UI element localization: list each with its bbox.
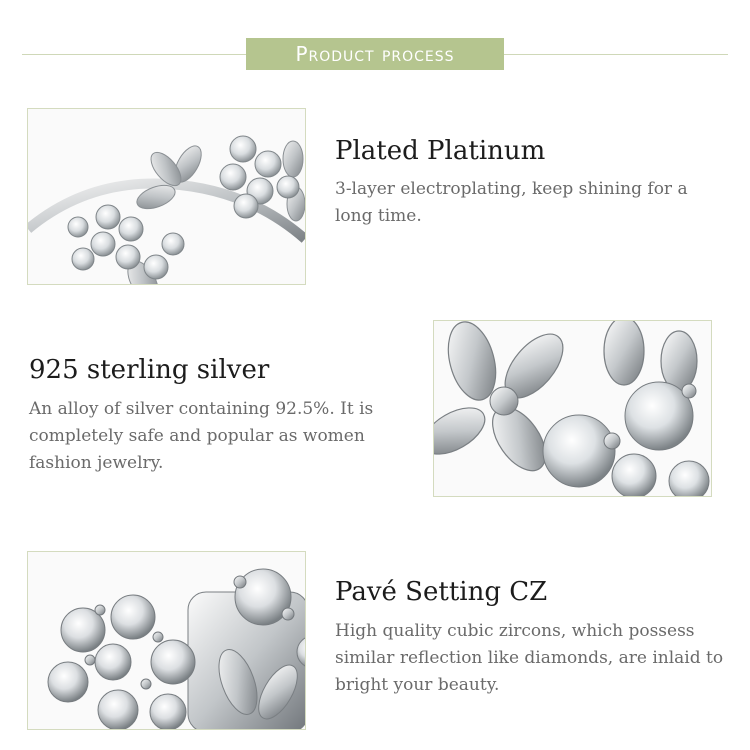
feature-title: 925 sterling silver	[29, 355, 270, 385]
feature-title: Plated Platinum	[335, 136, 546, 166]
feature-title: Pavé Setting CZ	[335, 577, 548, 607]
feature-description: High quality cubic zircons, which possess similar reflection like diamonds, are inlaid to bright your beauty.	[335, 621, 724, 695]
feature-description: 3-layer electroplating, keep shining for a long time.	[335, 179, 688, 226]
header-rule-left	[22, 54, 246, 55]
header-rule-right	[504, 54, 728, 55]
product-photo-plated-platinum	[27, 108, 306, 285]
feature-description: An alloy of silver containing 92.5%. It is completely safe and popular as women fashion jewelry.	[29, 399, 374, 473]
product-photo-sterling-silver	[433, 320, 712, 497]
product-photo-pave-setting	[27, 551, 306, 730]
section-banner: Product process	[246, 38, 504, 70]
